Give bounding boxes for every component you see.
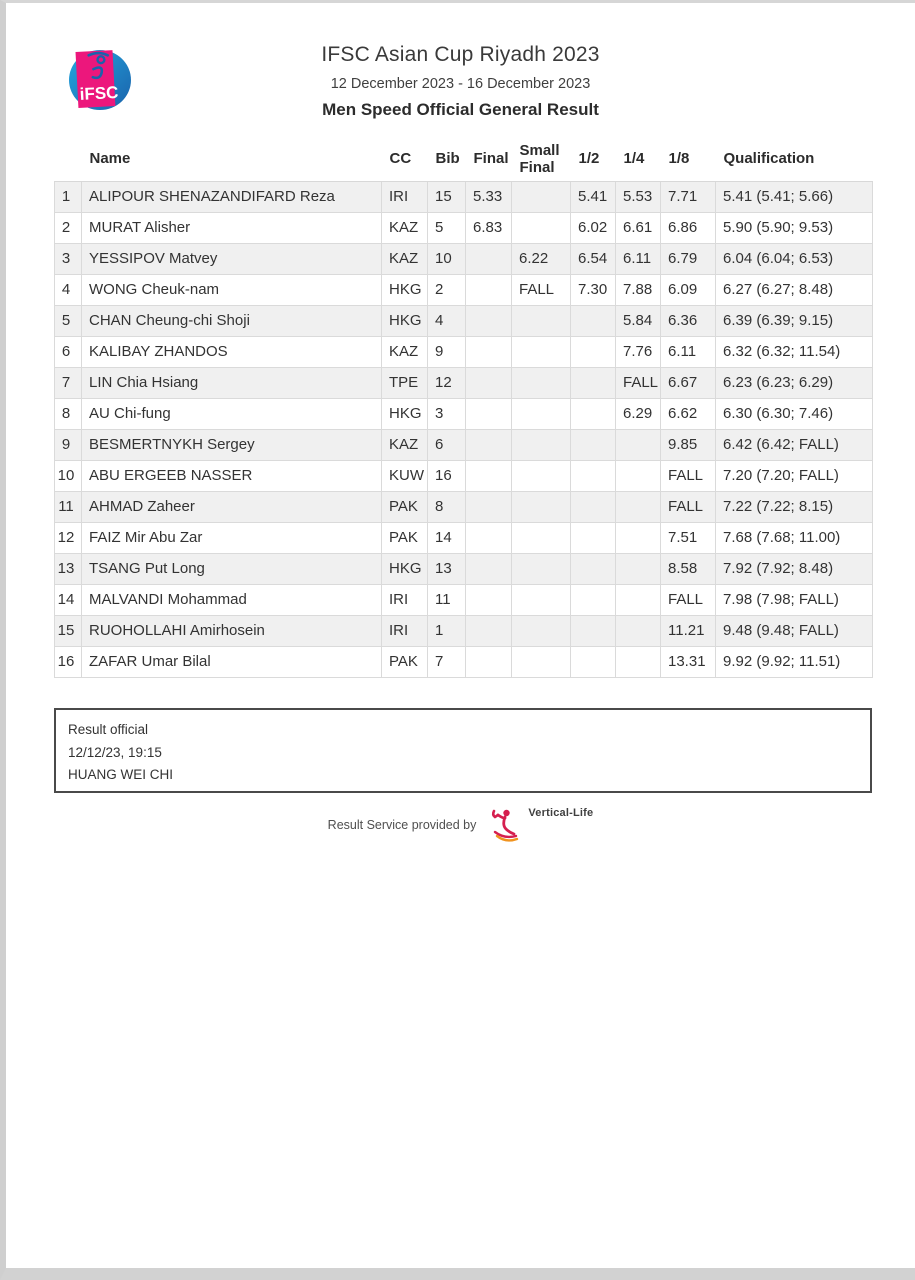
header-small-final: Small Final (512, 139, 571, 181)
cell-small_final (512, 336, 571, 367)
table-header-row (55, 139, 873, 181)
table-row (55, 429, 873, 460)
cell-small_final (512, 584, 571, 615)
cell-rank: 14 (55, 584, 82, 615)
cell-final (466, 429, 512, 460)
cell-cc: PAK (382, 646, 428, 677)
table-row (55, 212, 873, 243)
cell-bib: 10 (428, 243, 466, 274)
header-half: 1/2 (571, 139, 616, 181)
cell-qualification: 6.39 (6.39; 9.15) (716, 305, 873, 336)
cell-half (571, 336, 616, 367)
cell-quarter: 6.61 (616, 212, 661, 243)
cell-quarter (616, 522, 661, 553)
result-timestamp: 12/12/23, 19:15 (68, 744, 162, 760)
cell-qualification: 7.20 (7.20; FALL) (716, 460, 873, 491)
cell-bib: 1 (428, 615, 466, 646)
cell-eighth: 6.67 (661, 367, 716, 398)
cell-quarter (616, 460, 661, 491)
cell-half (571, 553, 616, 584)
cell-eighth: 7.51 (661, 522, 716, 553)
cell-bib: 5 (428, 212, 466, 243)
cell-bib: 3 (428, 398, 466, 429)
cell-half (571, 305, 616, 336)
table-row (55, 646, 873, 677)
cell-eighth: 8.58 (661, 553, 716, 584)
cell-cc: IRI (382, 615, 428, 646)
result-official-box (54, 708, 872, 793)
header-name: Name (82, 139, 382, 181)
cell-final (466, 243, 512, 274)
cell-qualification: 6.30 (6.30; 7.46) (716, 398, 873, 429)
cell-bib: 2 (428, 274, 466, 305)
cell-bib: 16 (428, 460, 466, 491)
cell-small_final: 6.22 (512, 243, 571, 274)
cell-half (571, 522, 616, 553)
cell-small_final (512, 460, 571, 491)
cell-quarter (616, 553, 661, 584)
cell-quarter (616, 646, 661, 677)
cell-rank: 9 (55, 429, 82, 460)
cell-qualification: 7.22 (7.22; 8.15) (716, 491, 873, 522)
cell-rank: 16 (55, 646, 82, 677)
cell-quarter: 7.76 (616, 336, 661, 367)
cell-eighth: 6.09 (661, 274, 716, 305)
cell-rank: 6 (55, 336, 82, 367)
cell-half (571, 429, 616, 460)
table-row (55, 460, 873, 491)
cell-cc: IRI (382, 584, 428, 615)
cell-final (466, 305, 512, 336)
cell-small_final (512, 646, 571, 677)
cell-half (571, 615, 616, 646)
cell-cc: HKG (382, 274, 428, 305)
cell-cc: KAZ (382, 429, 428, 460)
header-qualification: Qualification (716, 139, 873, 181)
cell-bib: 13 (428, 553, 466, 584)
cell-half (571, 584, 616, 615)
vertical-life-logo (488, 805, 593, 845)
cell-quarter (616, 491, 661, 522)
table-row (55, 243, 873, 274)
cell-name: ZAFAR Umar Bilal (82, 646, 382, 677)
vertical-life-wordmark: Vertical-Life (528, 807, 594, 819)
header-cc: CC (382, 139, 428, 181)
ifsc-logo-text: iFSC (79, 82, 119, 104)
table-row (55, 336, 873, 367)
cell-final: 5.33 (466, 181, 512, 212)
cell-bib: 7 (428, 646, 466, 677)
table-row (55, 522, 873, 553)
cell-rank: 10 (55, 460, 82, 491)
cell-rank: 7 (55, 367, 82, 398)
header-rank (55, 139, 82, 181)
cell-eighth: FALL (661, 460, 716, 491)
cell-name: MURAT Alisher (82, 212, 382, 243)
cell-rank: 11 (55, 491, 82, 522)
cell-rank: 4 (55, 274, 82, 305)
cell-rank: 15 (55, 615, 82, 646)
service-provided-by-label: Result Service provided by (327, 818, 477, 832)
cell-quarter (616, 584, 661, 615)
cell-qualification: 9.48 (9.48; FALL) (716, 615, 873, 646)
cell-small_final (512, 522, 571, 553)
service-footer (6, 799, 915, 851)
cell-half (571, 460, 616, 491)
table-row (55, 398, 873, 429)
cell-small_final (512, 181, 571, 212)
cell-eighth: 9.85 (661, 429, 716, 460)
cell-name: AHMAD Zaheer (82, 491, 382, 522)
cell-final (466, 491, 512, 522)
cell-eighth: 13.31 (661, 646, 716, 677)
cell-cc: KAZ (382, 212, 428, 243)
cell-eighth: FALL (661, 584, 716, 615)
cell-bib: 11 (428, 584, 466, 615)
cell-name: TSANG Put Long (82, 553, 382, 584)
cell-eighth: FALL (661, 491, 716, 522)
cell-bib: 12 (428, 367, 466, 398)
cell-name: CHAN Cheung-chi Shoji (82, 305, 382, 336)
cell-eighth: 11.21 (661, 615, 716, 646)
cell-half (571, 646, 616, 677)
cell-eighth: 6.86 (661, 212, 716, 243)
cell-half: 6.02 (571, 212, 616, 243)
cell-quarter: 6.11 (616, 243, 661, 274)
cell-half (571, 491, 616, 522)
cell-qualification: 6.27 (6.27; 8.48) (716, 274, 873, 305)
cell-quarter: FALL (616, 367, 661, 398)
cell-final (466, 460, 512, 491)
cell-small_final (512, 491, 571, 522)
cell-half: 7.30 (571, 274, 616, 305)
cell-qualification: 5.90 (5.90; 9.53) (716, 212, 873, 243)
cell-final (466, 584, 512, 615)
cell-bib: 4 (428, 305, 466, 336)
cell-rank: 3 (55, 243, 82, 274)
cell-quarter: 5.84 (616, 305, 661, 336)
cell-rank: 2 (55, 212, 82, 243)
table-row (55, 584, 873, 615)
cell-quarter: 7.88 (616, 274, 661, 305)
event-date-range: 12 December 2023 - 16 December 2023 (330, 76, 591, 92)
table-row (55, 491, 873, 522)
cell-eighth: 7.71 (661, 181, 716, 212)
cell-quarter (616, 429, 661, 460)
result-subtitle: Men Speed Official General Result (322, 100, 599, 119)
cell-small_final (512, 367, 571, 398)
cell-bib: 9 (428, 336, 466, 367)
cell-eighth: 6.62 (661, 398, 716, 429)
cell-final (466, 274, 512, 305)
result-official-name: HUANG WEI CHI (68, 767, 174, 782)
cell-name: MALVANDI Mohammad (82, 584, 382, 615)
cell-small_final (512, 429, 571, 460)
cell-name: BESMERTNYKH Sergey (82, 429, 382, 460)
cell-cc: TPE (382, 367, 428, 398)
cell-name: ALIPOUR SHENAZANDIFARD Reza (82, 181, 382, 212)
cell-final (466, 553, 512, 584)
cell-bib: 6 (428, 429, 466, 460)
cell-final (466, 522, 512, 553)
results-table (54, 139, 873, 678)
cell-half (571, 367, 616, 398)
cell-qualification: 6.04 (6.04; 6.53) (716, 243, 873, 274)
cell-cc: HKG (382, 305, 428, 336)
event-title: IFSC Asian Cup Riyadh 2023 (321, 43, 600, 66)
results-tbody (55, 181, 873, 677)
table-row (55, 181, 873, 212)
cell-qualification: 6.32 (6.32; 11.54) (716, 336, 873, 367)
cell-cc: KAZ (382, 336, 428, 367)
cell-eighth: 6.36 (661, 305, 716, 336)
cell-final: 6.83 (466, 212, 512, 243)
cell-cc: HKG (382, 553, 428, 584)
cell-qualification: 5.41 (5.41; 5.66) (716, 181, 873, 212)
cell-final (466, 398, 512, 429)
cell-quarter: 6.29 (616, 398, 661, 429)
cell-qualification: 7.92 (7.92; 8.48) (716, 553, 873, 584)
cell-qualification: 9.92 (9.92; 11.51) (716, 646, 873, 677)
cell-small_final: FALL (512, 274, 571, 305)
table-row (55, 367, 873, 398)
cell-small_final (512, 615, 571, 646)
cell-small_final (512, 212, 571, 243)
cell-qualification: 7.98 (7.98; FALL) (716, 584, 873, 615)
cell-name: ABU ERGEEB NASSER (82, 460, 382, 491)
cell-small_final (512, 553, 571, 584)
cell-final (466, 646, 512, 677)
cell-quarter (616, 615, 661, 646)
cell-cc: KAZ (382, 243, 428, 274)
cell-cc: KUW (382, 460, 428, 491)
cell-half (571, 398, 616, 429)
cell-qualification: 6.42 (6.42; FALL) (716, 429, 873, 460)
cell-eighth: 6.79 (661, 243, 716, 274)
cell-name: YESSIPOV Matvey (82, 243, 382, 274)
table-row (55, 305, 873, 336)
result-status: Result official (68, 722, 149, 737)
header-quarter: 1/4 (616, 139, 661, 181)
cell-cc: IRI (382, 181, 428, 212)
cell-half: 5.41 (571, 181, 616, 212)
cell-name: LIN Chia Hsiang (82, 367, 382, 398)
cell-eighth: 6.11 (661, 336, 716, 367)
cell-name: WONG Cheuk-nam (82, 274, 382, 305)
cell-rank: 12 (55, 522, 82, 553)
vertical-life-climber-icon (488, 805, 524, 845)
cell-cc: PAK (382, 522, 428, 553)
cell-cc: PAK (382, 491, 428, 522)
cell-bib: 14 (428, 522, 466, 553)
cell-half: 6.54 (571, 243, 616, 274)
cell-rank: 8 (55, 398, 82, 429)
cell-qualification: 7.68 (7.68; 11.00) (716, 522, 873, 553)
cell-final (466, 336, 512, 367)
cell-rank: 1 (55, 181, 82, 212)
table-row (55, 615, 873, 646)
cell-name: FAIZ Mir Abu Zar (82, 522, 382, 553)
cell-cc: HKG (382, 398, 428, 429)
table-row (55, 274, 873, 305)
cell-rank: 13 (55, 553, 82, 584)
cell-qualification: 6.23 (6.23; 6.29) (716, 367, 873, 398)
cell-small_final (512, 305, 571, 336)
header-final: Final (466, 139, 512, 181)
cell-name: AU Chi-fung (82, 398, 382, 429)
cell-name: KALIBAY ZHANDOS (82, 336, 382, 367)
cell-bib: 15 (428, 181, 466, 212)
header-bib: Bib (428, 139, 466, 181)
cell-rank: 5 (55, 305, 82, 336)
cell-final (466, 615, 512, 646)
cell-small_final (512, 398, 571, 429)
cell-name: RUOHOLLAHI Amirhosein (82, 615, 382, 646)
cell-bib: 8 (428, 491, 466, 522)
document-header (6, 43, 915, 120)
cell-final (466, 367, 512, 398)
table-row (55, 553, 873, 584)
header-eighth: 1/8 (661, 139, 716, 181)
cell-quarter: 5.53 (616, 181, 661, 212)
